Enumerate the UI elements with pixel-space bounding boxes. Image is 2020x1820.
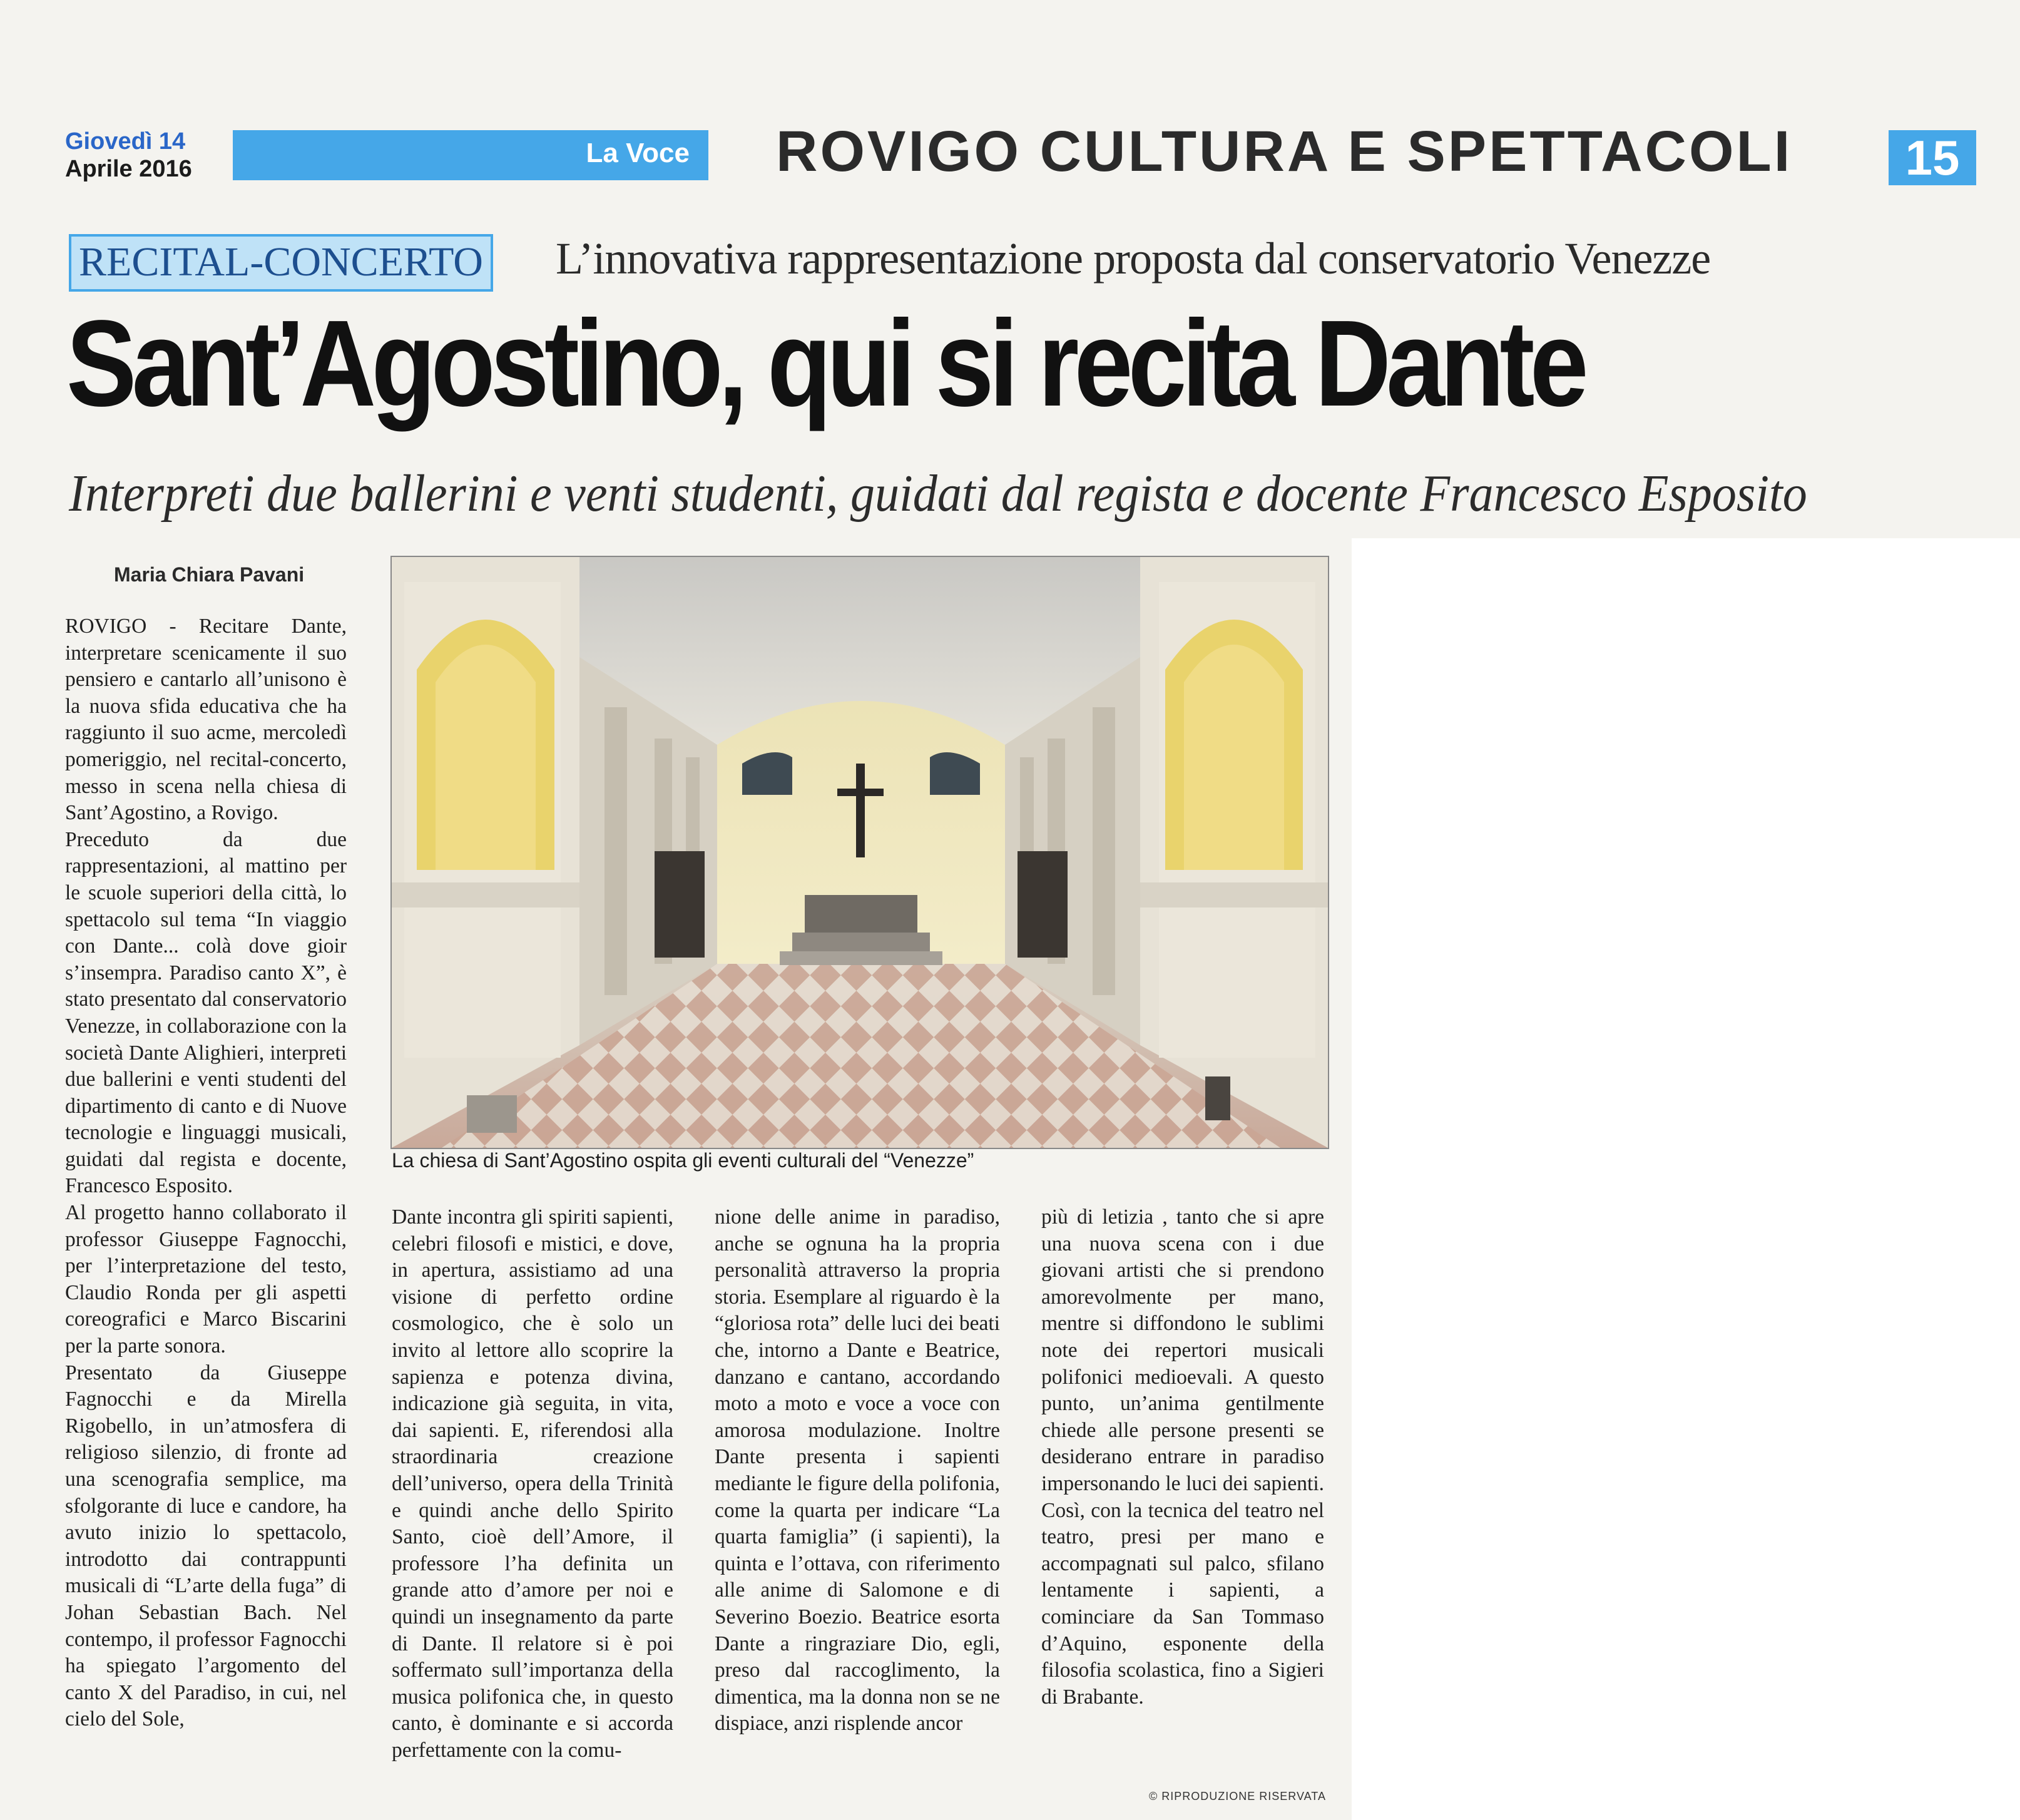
copyright-notice: © RIPRODUZIONE RISERVATA — [1149, 1790, 1326, 1802]
article-overline: L’innovativa rappresentazione proposta dal conservatorio Venezze — [556, 233, 1711, 284]
article-title: Sant’Agostino, qui si recita Dante — [66, 295, 1584, 432]
article-subtitle: Interpreti due ballerini e venti studenti, guidati dal regista e docente Francesco Esposito — [69, 464, 1807, 523]
article-column-1: ROVIGO - Recitare Dante, interpretare scenicamente il suo pensiero e cantarlo all’unisono è la nuova sfida educativa che ha raggiunto il suo acme, mercoledì pomeriggio, nel recital-concerto, messo in scena nella chiesa di Sant’Agostino, a Rovigo. Preceduto da due rappresentazioni, al mattino per le scuole superiori della città, lo spettacolo sul tema “In viaggio con Dante... colà dove gioir s’insempra. Paradiso canto X”, è stato presentato dal conservatorio Venezze, in collaborazione con la società Dante Alighieri, interpreti due ballerini e venti studenti del dipartimento di canto e di Nuove tecnologie e linguaggi musicali, guidati dal regista e docente, Francesco Esposito. Al progetto hanno collaborato il professor Giuseppe Fagnocchi, per l’interpretazione del testo, Claudio Ronda per gli aspetti coreografici e Marco Biscarini per la parte sonora. Presentato da Giuseppe Fagnocchi e da Mirella Rigobello, in un’atmosfera di religioso silenzio, di fronte ad una scenografia semplice, ma sfolgorante di luce e candore, ha avuto inizio lo spettacolo, introdotto dai contrappunti musicali di “L’arte della fuga” di Johan Sebastian Bach. Nel contempo, il professor Fagnocchi ha spiegato l’argomento del canto X del Paradiso, in cui, nel cielo del Sole, — [65, 615, 347, 1731]
article-column-3: nione delle anime in paradiso, anche se ognuna ha la propria personalità attraverso la propria storia. Esemplare al riguardo è la “gloriosa rota” delle luci dei beati che, intorno a Dante e Beatrice, danzano e cantano, accordando moto a moto e voce a voce con amorosa modulazione. Inoltre Dante presenta i sapienti mediante le figure della polifonia, come la quarta per indicare “La quarta famiglia” (i sapienti), la quinta e l’ottava, con riferimento alle anime di Salomone e di Severino Boezio. Beatrice esorta Dante a ringraziare Dio, egli, preso dal raccoglimento, la dimentica, ma la donna non se ne dispiace, anzi risplende ancor — [715, 1205, 1000, 1736]
photo-caption: La chiesa di Sant’Agostino ospita gli eventi culturali del “Venezze” — [392, 1149, 974, 1172]
section-title: ROVIGO CULTURA E SPETTACOLI — [776, 120, 1793, 183]
article-kicker: RECITAL-CONCERTO — [69, 234, 493, 292]
article-byline: Maria Chiara Pavani — [114, 563, 305, 586]
church-photo — [390, 556, 1329, 1149]
paper-name: La Voce — [586, 138, 690, 168]
issue-date — [65, 128, 222, 183]
date-month-year: Aprile 2016 — [65, 156, 192, 182]
page-number: 15 — [1889, 130, 1976, 185]
article-column-2: Dante incontra gli spiriti sapienti, celebri filosofi e mistici, e dove, in apertura, assistiamo ad una visione di perfetto ordine cosmologico, che è solo un invito al lettore allo scoprire la sapienza e potenza divina, indicazione già seguita, in vita, dai sapienti. E, riferendosi alla straordinaria creazione dell’universo, opera della Trinità e quindi anche dello Spirito Santo, cioè dell’Amore, il professore l’ha definita un grande atto d’amore per noi e quindi un insegnamento da parte di Dante. Il relatore si è poi soffermato sull’importanza della musica polifonica che, in questo canto, è dominante e si accorda perfettamente con la comu- — [392, 1205, 673, 1762]
church-interior-illustration — [392, 557, 1328, 1148]
date-day: Giovedì 14 — [65, 128, 186, 155]
article-column-4: più di letizia , tanto che si apre una nuova scena con i due giovani artisti che si prendono amorevolmente per mano, mentre si diffondono le sublimi note dei repertori musicali polifonici medioevali. A questo punto, un’anima gentilmente chiede alle persone presenti se desiderano entrare in paradiso impersonando le luci dei sapienti. Così, con la tecnica del teatro nel teatro, presi per mano e accompagnati sul palco, sfilano lentamente i sapienti, a cominciare da San Tommaso d’Aquino, esponente della filosofia scolastica, fino a Sigieri di Brabante. — [1041, 1205, 1324, 1709]
masthead-bar — [233, 130, 708, 180]
